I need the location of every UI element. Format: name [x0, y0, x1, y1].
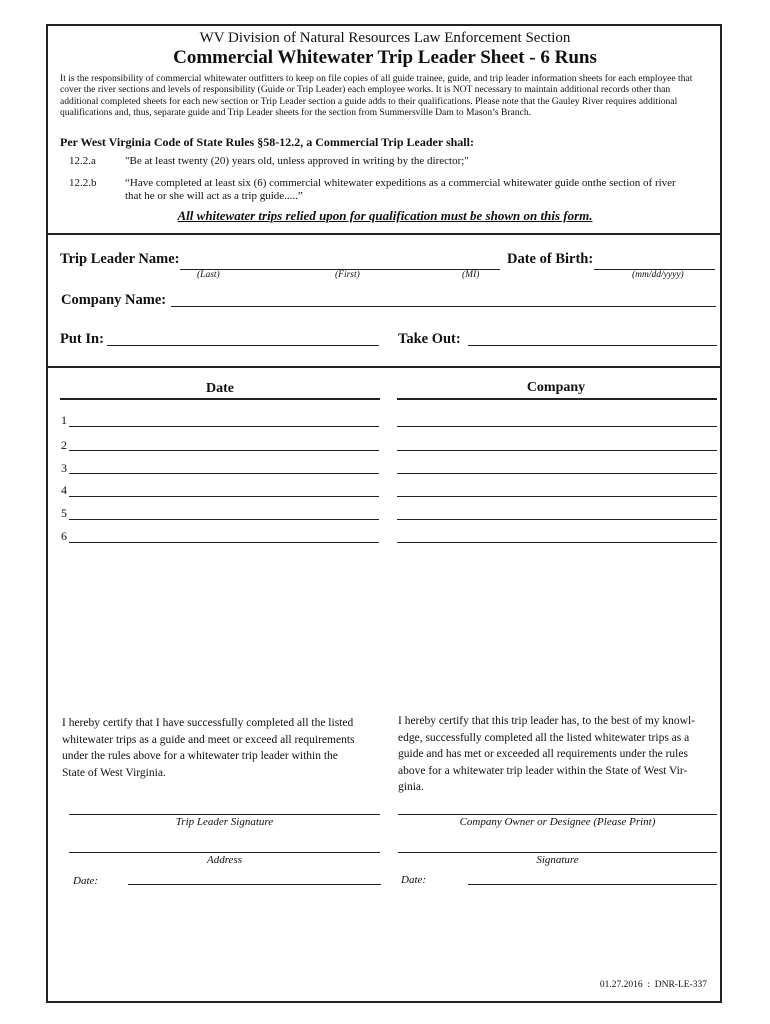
- cert-line: guide and has met or exceeded all requirements under the rules: [398, 748, 688, 760]
- address-label: Address: [206, 854, 243, 866]
- rule-text: that he or she will act as a trip guide.....”: [125, 190, 303, 202]
- cert-line: I hereby certify that this trip leader has, to the best of my knowl-: [398, 715, 695, 727]
- trip-company-input[interactable]: [397, 426, 717, 427]
- form-code: 01.27.2016 : DNR-LE-337: [599, 980, 707, 990]
- trip-date-input[interactable]: [69, 450, 379, 451]
- intro-line: cover the river sections and levels of responsibility (Guide or Trip Leader) each employee works. It is NOT necessary to maintain additional records other than: [60, 84, 671, 96]
- trip-row-number: 6: [61, 529, 67, 543]
- cert-line: ginia.: [398, 781, 424, 793]
- agency-name: WV Division of Natural Resources Law Enforcement Section: [199, 30, 571, 46]
- intro-line: It is the responsibility of commercial whitewater outfitters to keep on file copies of all guide trainee, guide, and trip leader information sheets for each employee that: [60, 73, 693, 84]
- trip-company-input[interactable]: [397, 542, 717, 543]
- dob-format: (mm/dd/yyyy): [632, 270, 684, 280]
- company-signature-line[interactable]: [398, 852, 717, 853]
- company-header-rule: [397, 398, 717, 400]
- section-divider: [46, 366, 722, 368]
- take-out-input[interactable]: [468, 345, 717, 346]
- cert-line: I hereby certify that I have successfully completed all the listed: [62, 717, 354, 729]
- company-name-label: Company Name:: [61, 292, 167, 308]
- trip-leader-certification: [62, 715, 380, 781]
- company-certification: [398, 713, 716, 796]
- name-sub-last: (Last): [197, 270, 220, 280]
- section-divider: [46, 233, 722, 235]
- company-owner-line[interactable]: [398, 814, 717, 815]
- intro-line: qualifications and, thus, separate guide and Trip Leader sheets for the section from Summersville Dam to Mason’s Branch.: [60, 106, 532, 118]
- cert-line: edge, successfully completed all the listed whitewater trips as a: [398, 731, 690, 744]
- trip-date-input[interactable]: [69, 496, 379, 497]
- address-line[interactable]: [69, 852, 380, 853]
- intro-line: additional completed sheets for each new section or Trip Leader section a guide adds to their qualifications. Please note that the Gauley River requires additional: [60, 95, 678, 107]
- date-input-right[interactable]: [468, 884, 717, 885]
- trip-company-input[interactable]: [397, 519, 717, 520]
- trip-date-input[interactable]: [69, 542, 379, 543]
- intro-paragraph: [60, 73, 710, 118]
- trip-date-input[interactable]: [69, 426, 379, 427]
- trip-company-input[interactable]: [397, 473, 717, 474]
- trip-leader-name-label: Trip Leader Name:: [60, 251, 180, 267]
- date-header-rule: [60, 398, 380, 400]
- trip-row-number: 5: [61, 506, 67, 520]
- rule-number: 12.2.b: [69, 177, 97, 189]
- trip-row-number: 4: [61, 483, 67, 497]
- trip-leader-signature-line[interactable]: [69, 814, 380, 815]
- name-sub-mi: (MI): [462, 270, 480, 280]
- company-name-input[interactable]: [171, 306, 716, 307]
- dob-label: Date of Birth:: [507, 251, 594, 267]
- rule-text: "Be at least twenty (20) years old, unless approved in writing by the director;": [125, 155, 469, 167]
- trip-row-number: 3: [61, 461, 67, 475]
- trip-date-input[interactable]: [69, 473, 379, 474]
- date-column-header: Date: [206, 381, 234, 396]
- company-owner-label: Company Owner or Designee (Please Print): [459, 816, 656, 828]
- trip-row-number: 1: [61, 413, 67, 427]
- date-input-left[interactable]: [128, 884, 381, 885]
- qualification-note: All whitewater trips relied upon for qualification must be shown on this form.: [177, 208, 593, 223]
- rule-text: “Have completed at least six (6) commercial whitewater expeditions as a commercial whitewater guide onthe section of river: [125, 177, 676, 189]
- rule-number: 12.2.a: [69, 155, 96, 167]
- name-sub-first: (First): [335, 270, 360, 280]
- trip-leader-signature-label: Trip Leader Signature: [175, 816, 274, 828]
- put-in-label: Put In:: [60, 331, 104, 347]
- trip-row-number: 2: [61, 438, 67, 452]
- rules-heading: Per West Virginia Code of State Rules §58-12.2, a Commercial Trip Leader shall:: [60, 135, 474, 149]
- trip-company-input[interactable]: [397, 450, 717, 451]
- trip-company-input[interactable]: [397, 496, 717, 497]
- cert-line: under the rules above for a whitewater trip leader within the: [62, 750, 338, 762]
- form-title: Commercial Whitewater Trip Leader Sheet - 6 Runs: [173, 47, 597, 68]
- put-in-input[interactable]: [107, 345, 379, 346]
- cert-line: whitewater trips as a guide and meet or exceed all requirements: [62, 733, 355, 746]
- trip-date-input[interactable]: [69, 519, 379, 520]
- company-signature-label: Signature: [536, 854, 579, 866]
- date-label-right: Date:: [401, 874, 427, 886]
- cert-line: above for a whitewater trip leader within the State of West Vir-: [398, 764, 688, 777]
- cert-line: State of West Virginia.: [62, 766, 166, 779]
- take-out-label: Take Out:: [398, 331, 461, 347]
- company-column-header: Company: [526, 380, 586, 395]
- date-label-left: Date:: [73, 875, 99, 887]
